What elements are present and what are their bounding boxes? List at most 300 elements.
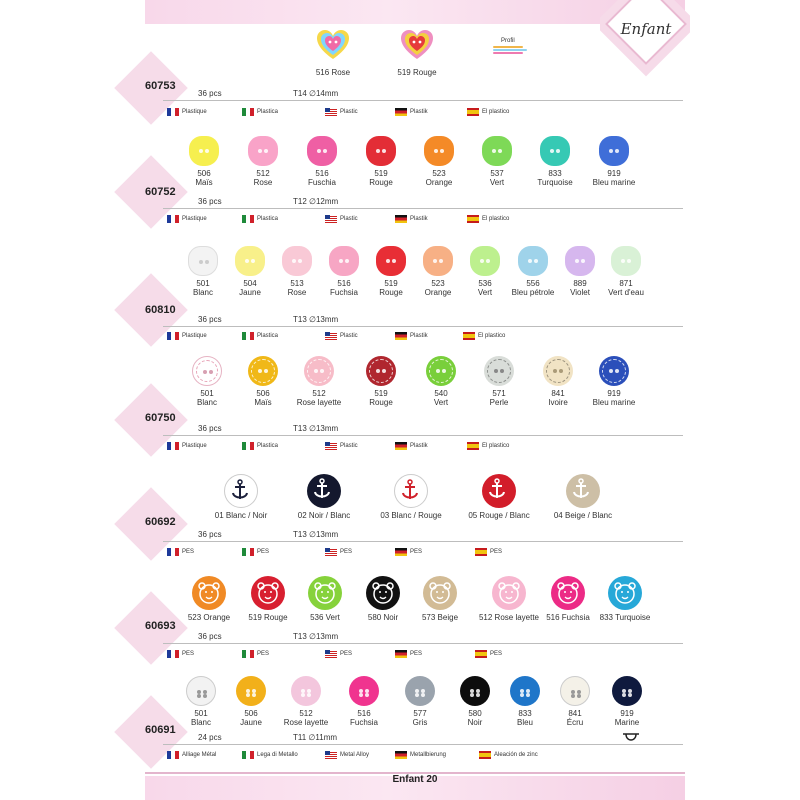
category-label: Enfant (620, 20, 672, 38)
material-it: Plastica (242, 332, 278, 340)
item-name: Perle (489, 398, 509, 407)
item-name: Bleu (516, 718, 533, 727)
material-it: Lega di Metallo (242, 751, 298, 759)
stitched-button-icon (484, 356, 514, 386)
item-code: 577 (413, 709, 427, 718)
product-item[interactable] (278, 676, 334, 727)
flower-button-icon (540, 136, 570, 166)
material-de: Plastik (395, 332, 428, 340)
pack-info (163, 89, 663, 100)
flower-button-icon (376, 246, 406, 276)
sku-number: 60693 (145, 620, 176, 632)
flower-button-icon (282, 246, 312, 276)
material-es: El plastico (467, 442, 509, 450)
item-name: Blanc (196, 398, 217, 407)
product-item[interactable] (305, 30, 361, 77)
sku-number: 60810 (145, 304, 176, 316)
product-item[interactable] (411, 136, 467, 187)
item-code: 523 (432, 169, 446, 178)
material-fr: PES (167, 650, 194, 658)
italy-flag-icon (242, 332, 254, 340)
pack-quantity: 36 pcs (198, 530, 222, 539)
material-de: Plastik (395, 108, 428, 116)
germany-flag-icon (395, 751, 407, 759)
material-row (167, 548, 667, 557)
item-code: 536 (478, 279, 492, 288)
item-code: 512 (299, 709, 313, 718)
material-de: Plastik (395, 215, 428, 223)
item-name: Rose layette (283, 718, 329, 727)
product-item[interactable] (295, 576, 355, 622)
pack-info (163, 530, 663, 541)
bear-button-icon (308, 576, 342, 610)
item-code: 519 (397, 68, 411, 77)
button-size: T13 ∅13mm (293, 315, 339, 324)
product-item[interactable] (235, 136, 291, 187)
item-name: Fuschia (307, 178, 336, 187)
stitched-button-icon (599, 356, 629, 386)
product-item[interactable] (353, 356, 409, 407)
material-it: Plastica (242, 108, 278, 116)
item-label: 01 Blanc / Noir (214, 511, 268, 520)
france-flag-icon (167, 548, 179, 556)
pack-info (163, 315, 663, 326)
item-code: 516 (315, 68, 330, 77)
item-name: Vert (489, 178, 505, 187)
item-label: 516 Fuchsia (546, 613, 590, 622)
product-item[interactable] (471, 356, 527, 407)
italy-flag-icon (242, 548, 254, 556)
bear-button-icon (608, 576, 642, 610)
product-item[interactable] (447, 676, 503, 727)
sku-number: 60692 (145, 516, 176, 528)
item-code: 537 (490, 169, 504, 178)
item-code: 516 (337, 279, 351, 288)
item-code: 841 (568, 709, 582, 718)
item-name: Jaune (240, 718, 262, 727)
pack-quantity: 24 pcs (198, 733, 222, 742)
italy-flag-icon (242, 215, 254, 223)
material-it: Plastica (242, 442, 278, 450)
item-code: 501 (200, 389, 214, 398)
bear-button-icon (551, 576, 585, 610)
item-name: Orange (425, 178, 453, 187)
product-item[interactable] (547, 676, 603, 727)
france-flag-icon (167, 332, 179, 340)
material-es: PES (475, 650, 502, 658)
material-fr: Plastique (167, 332, 207, 340)
pack-info (163, 424, 663, 435)
product-item[interactable] (469, 136, 525, 187)
material-en: Plastic (325, 108, 358, 116)
four-hole-button-icon (612, 676, 642, 706)
material-en: PES (325, 650, 352, 658)
pack-info (163, 733, 663, 744)
item-name: Rose (287, 288, 307, 297)
button-size: T13 ∅13mm (293, 530, 339, 539)
item-name: Bleu pétrole (511, 288, 555, 297)
four-hole-button-icon (349, 676, 379, 706)
item-name: Orange (424, 288, 452, 297)
product-item[interactable] (238, 576, 298, 622)
germany-flag-icon (395, 650, 407, 658)
item-name: Rouge (369, 178, 393, 187)
spain-flag-icon (467, 215, 479, 223)
spain-flag-icon (467, 108, 479, 116)
item-code: 540 (434, 389, 448, 398)
item-code: 556 (526, 279, 540, 288)
item-code: 506 (256, 389, 270, 398)
item-code: 571 (492, 389, 506, 398)
item-code: 504 (243, 279, 257, 288)
product-item[interactable] (471, 576, 547, 622)
item-name: Violet (570, 288, 590, 297)
item-code: 506 (244, 709, 258, 718)
button-size: T12 ∅12mm (293, 197, 339, 206)
italy-flag-icon (242, 650, 254, 658)
usa-flag-icon (325, 108, 337, 116)
profile-diagram (493, 38, 527, 55)
item-code: 512 (256, 169, 270, 178)
sku-number: 60753 (145, 80, 176, 92)
item-name: Turquoise (537, 178, 573, 187)
four-hole-button-icon (186, 676, 216, 706)
pack-info (163, 197, 663, 208)
divider (163, 643, 683, 644)
france-flag-icon (167, 751, 179, 759)
product-item[interactable] (413, 356, 469, 407)
divider (163, 208, 683, 209)
spain-flag-icon (463, 332, 475, 340)
stitched-button-icon (366, 356, 396, 386)
stitched-button-icon (192, 356, 222, 386)
item-name: Maïs (254, 398, 272, 407)
four-hole-button-icon (405, 676, 435, 706)
spain-flag-icon (479, 751, 491, 759)
product-item[interactable] (527, 136, 583, 187)
italy-flag-icon (242, 442, 254, 450)
section-60750 (145, 356, 685, 454)
section-60752 (145, 136, 685, 230)
item-code: 889 (573, 279, 587, 288)
france-flag-icon (167, 215, 179, 223)
bear-button-icon (251, 576, 285, 610)
item-name: Bleu marine (592, 398, 636, 407)
material-es: PES (475, 548, 502, 556)
section-60693 (145, 574, 685, 666)
usa-flag-icon (325, 548, 337, 556)
item-name: Écru (566, 718, 584, 727)
material-row (167, 650, 667, 659)
spain-flag-icon (475, 548, 487, 556)
product-item[interactable] (589, 576, 661, 622)
product-item[interactable] (535, 474, 631, 520)
item-name: Rose (331, 68, 351, 77)
material-fr: Plastique (167, 108, 207, 116)
bear-button-icon (423, 576, 457, 610)
item-code: 513 (290, 279, 304, 288)
four-hole-button-icon (560, 676, 590, 706)
material-row (167, 215, 667, 224)
flower-button-icon (565, 246, 595, 276)
germany-flag-icon (395, 108, 407, 116)
material-en: Plastic (325, 442, 358, 450)
product-item[interactable] (193, 474, 289, 520)
item-name: Vert d'eau (608, 288, 644, 297)
item-code: 512 (312, 389, 326, 398)
anchor-button-icon (566, 474, 600, 508)
item-code: 519 (374, 169, 388, 178)
item-code: 871 (619, 279, 633, 288)
item-code: 501 (194, 709, 208, 718)
material-es: Aleación de zinc (479, 751, 538, 759)
flower-button-icon (423, 246, 453, 276)
product-item[interactable] (451, 474, 547, 520)
item-label: 05 Rouge / Blanc (468, 511, 530, 520)
pack-quantity: 36 pcs (198, 197, 222, 206)
four-hole-button-icon (460, 676, 490, 706)
material-de: PES (395, 548, 422, 556)
france-flag-icon (167, 442, 179, 450)
item-name: Fuchsia (349, 718, 378, 727)
flower-button-icon (329, 246, 359, 276)
item-name: Ivoire (548, 398, 568, 407)
usa-flag-icon (325, 215, 337, 223)
sku-number: 60750 (145, 412, 176, 424)
flower-button-icon (189, 136, 219, 166)
usa-flag-icon (325, 442, 337, 450)
pack-quantity: 36 pcs (198, 315, 222, 324)
divider (163, 326, 683, 327)
stitched-button-icon (248, 356, 278, 386)
item-code: 833 (548, 169, 562, 178)
france-flag-icon (167, 108, 179, 116)
product-item[interactable] (598, 246, 654, 297)
flower-button-icon (248, 136, 278, 166)
material-fr: Plastique (167, 215, 207, 223)
item-code: 519 (374, 389, 388, 398)
item-name: Noir (467, 718, 483, 727)
heart-button-icon (316, 30, 350, 60)
button-size: T13 ∅13mm (293, 632, 339, 641)
bear-button-icon (492, 576, 526, 610)
divider (163, 541, 683, 542)
item-code: 501 (196, 279, 210, 288)
pack-info (163, 632, 663, 643)
material-en: Plastic (325, 332, 358, 340)
anchor-button-icon (394, 474, 428, 508)
item-label: 536 Vert (310, 613, 340, 622)
divider (163, 100, 683, 101)
item-name: Jaune (239, 288, 261, 297)
flower-button-icon (482, 136, 512, 166)
bear-button-icon (192, 576, 226, 610)
section-60692 (145, 470, 685, 562)
product-item[interactable] (363, 474, 459, 520)
flower-button-icon (235, 246, 265, 276)
product-item[interactable] (599, 676, 655, 727)
product-item[interactable] (176, 136, 232, 187)
flower-button-icon (188, 246, 218, 276)
product-item[interactable] (586, 356, 642, 407)
section-60691 (145, 676, 685, 768)
material-es: El plastico (467, 215, 509, 223)
heart-button-icon (400, 30, 434, 60)
pack-quantity: 36 pcs (198, 424, 222, 433)
item-name: Rouge (413, 68, 437, 77)
material-en: PES (325, 548, 352, 556)
item-name: Rose (253, 178, 273, 187)
material-fr: Alliage Métal (167, 751, 216, 759)
material-it: PES (242, 650, 269, 658)
material-es: El plastico (467, 108, 509, 116)
germany-flag-icon (395, 215, 407, 223)
anchor-button-icon (224, 474, 258, 508)
product-item[interactable] (410, 576, 470, 622)
item-code: 580 (468, 709, 482, 718)
section-60810 (145, 246, 685, 342)
material-row (167, 332, 667, 341)
section-60753 (145, 28, 685, 124)
sku-number: 60752 (145, 186, 176, 198)
item-label: 04 Beige / Blanc (553, 511, 613, 520)
product-item[interactable] (392, 676, 448, 727)
pack-quantity: 36 pcs (198, 89, 222, 98)
italy-flag-icon (242, 751, 254, 759)
italy-flag-icon (242, 108, 254, 116)
usa-flag-icon (325, 332, 337, 340)
product-item[interactable] (336, 676, 392, 727)
four-hole-button-icon (236, 676, 266, 706)
material-de: Plastik (395, 442, 428, 450)
material-de: Metallbierung (395, 751, 446, 759)
four-hole-button-icon (291, 676, 321, 706)
item-label: 512 Rose layette (478, 613, 540, 622)
item-name: Marine (614, 718, 640, 727)
flower-button-icon (518, 246, 548, 276)
product-item[interactable] (235, 356, 291, 407)
item-code: 919 (607, 169, 621, 178)
material-es: El plastico (463, 332, 505, 340)
anchor-button-icon (307, 474, 341, 508)
item-name: Vert (477, 288, 493, 297)
item-name: Rose layette (296, 398, 342, 407)
item-code: 919 (607, 389, 621, 398)
flower-button-icon (470, 246, 500, 276)
material-row (167, 108, 667, 117)
item-name: Bleu marine (592, 178, 636, 187)
germany-flag-icon (395, 332, 407, 340)
product-item[interactable] (179, 356, 235, 407)
product-item[interactable] (179, 576, 239, 622)
flower-button-icon (424, 136, 454, 166)
flower-button-icon (599, 136, 629, 166)
product-item[interactable] (530, 356, 586, 407)
product-item[interactable] (353, 136, 409, 187)
item-label: 580 Noir (367, 613, 399, 622)
item-name: Vert (433, 398, 449, 407)
product-item[interactable] (173, 676, 229, 727)
product-item[interactable] (294, 136, 350, 187)
item-label: 03 Blanc / Rouge (380, 511, 442, 520)
item-name: Maïs (195, 178, 213, 187)
material-row (167, 442, 667, 451)
pack-quantity: 36 pcs (198, 632, 222, 641)
stitched-button-icon (543, 356, 573, 386)
sku-number: 60691 (145, 724, 176, 736)
item-label: 573 Beige (421, 613, 459, 622)
flower-button-icon (307, 136, 337, 166)
material-fr: PES (167, 548, 194, 556)
material-it: Plastica (242, 215, 278, 223)
product-item[interactable] (223, 676, 279, 727)
item-code: 919 (620, 709, 634, 718)
button-size: T13 ∅13mm (293, 424, 339, 433)
material-en: Plastic (325, 215, 358, 223)
item-code: 516 (315, 169, 329, 178)
material-de: PES (395, 650, 422, 658)
page-footer: Enfant 20 (392, 774, 438, 785)
anchor-button-icon (482, 474, 516, 508)
profile-label: Profil (501, 38, 515, 44)
item-name: Blanc (192, 288, 213, 297)
item-label: 519 Rouge (248, 613, 288, 622)
button-size: T11 ∅11mm (293, 733, 338, 742)
item-code: 519 (384, 279, 398, 288)
material-en: Metal Alloy (325, 751, 369, 759)
item-name: Fuchsia (329, 288, 358, 297)
divider (163, 744, 683, 745)
item-name: Rouge (379, 288, 403, 297)
item-name: Gris (412, 718, 428, 727)
item-name: Blanc (190, 718, 211, 727)
item-code: 516 (357, 709, 371, 718)
spain-flag-icon (467, 442, 479, 450)
divider (163, 435, 683, 436)
germany-flag-icon (395, 442, 407, 450)
usa-flag-icon (325, 650, 337, 658)
product-item[interactable] (389, 30, 445, 77)
product-item[interactable] (291, 356, 347, 407)
material-it: PES (242, 548, 269, 556)
germany-flag-icon (395, 548, 407, 556)
item-label: 523 Orange (187, 613, 231, 622)
item-code: 841 (551, 389, 565, 398)
flower-button-icon (366, 136, 396, 166)
spain-flag-icon (475, 650, 487, 658)
usa-flag-icon (325, 751, 337, 759)
item-label: 02 Noir / Blanc (297, 511, 351, 520)
stitched-button-icon (426, 356, 456, 386)
stitched-button-icon (304, 356, 334, 386)
item-name: Rouge (369, 398, 393, 407)
item-label: 833 Turquoise (599, 613, 651, 622)
material-row (167, 751, 667, 760)
item-code: 833 (518, 709, 532, 718)
product-item[interactable] (586, 136, 642, 187)
product-item[interactable] (497, 676, 553, 727)
product-item[interactable] (353, 576, 413, 622)
flower-button-icon (611, 246, 641, 276)
shank-profile-icon (622, 732, 640, 744)
button-size: T14 ∅14mm (293, 89, 339, 98)
material-fr: Plastique (167, 442, 207, 450)
bear-button-icon (366, 576, 400, 610)
profile-bars-icon (493, 46, 527, 54)
product-item[interactable] (276, 474, 372, 520)
france-flag-icon (167, 650, 179, 658)
item-code: 523 (431, 279, 445, 288)
